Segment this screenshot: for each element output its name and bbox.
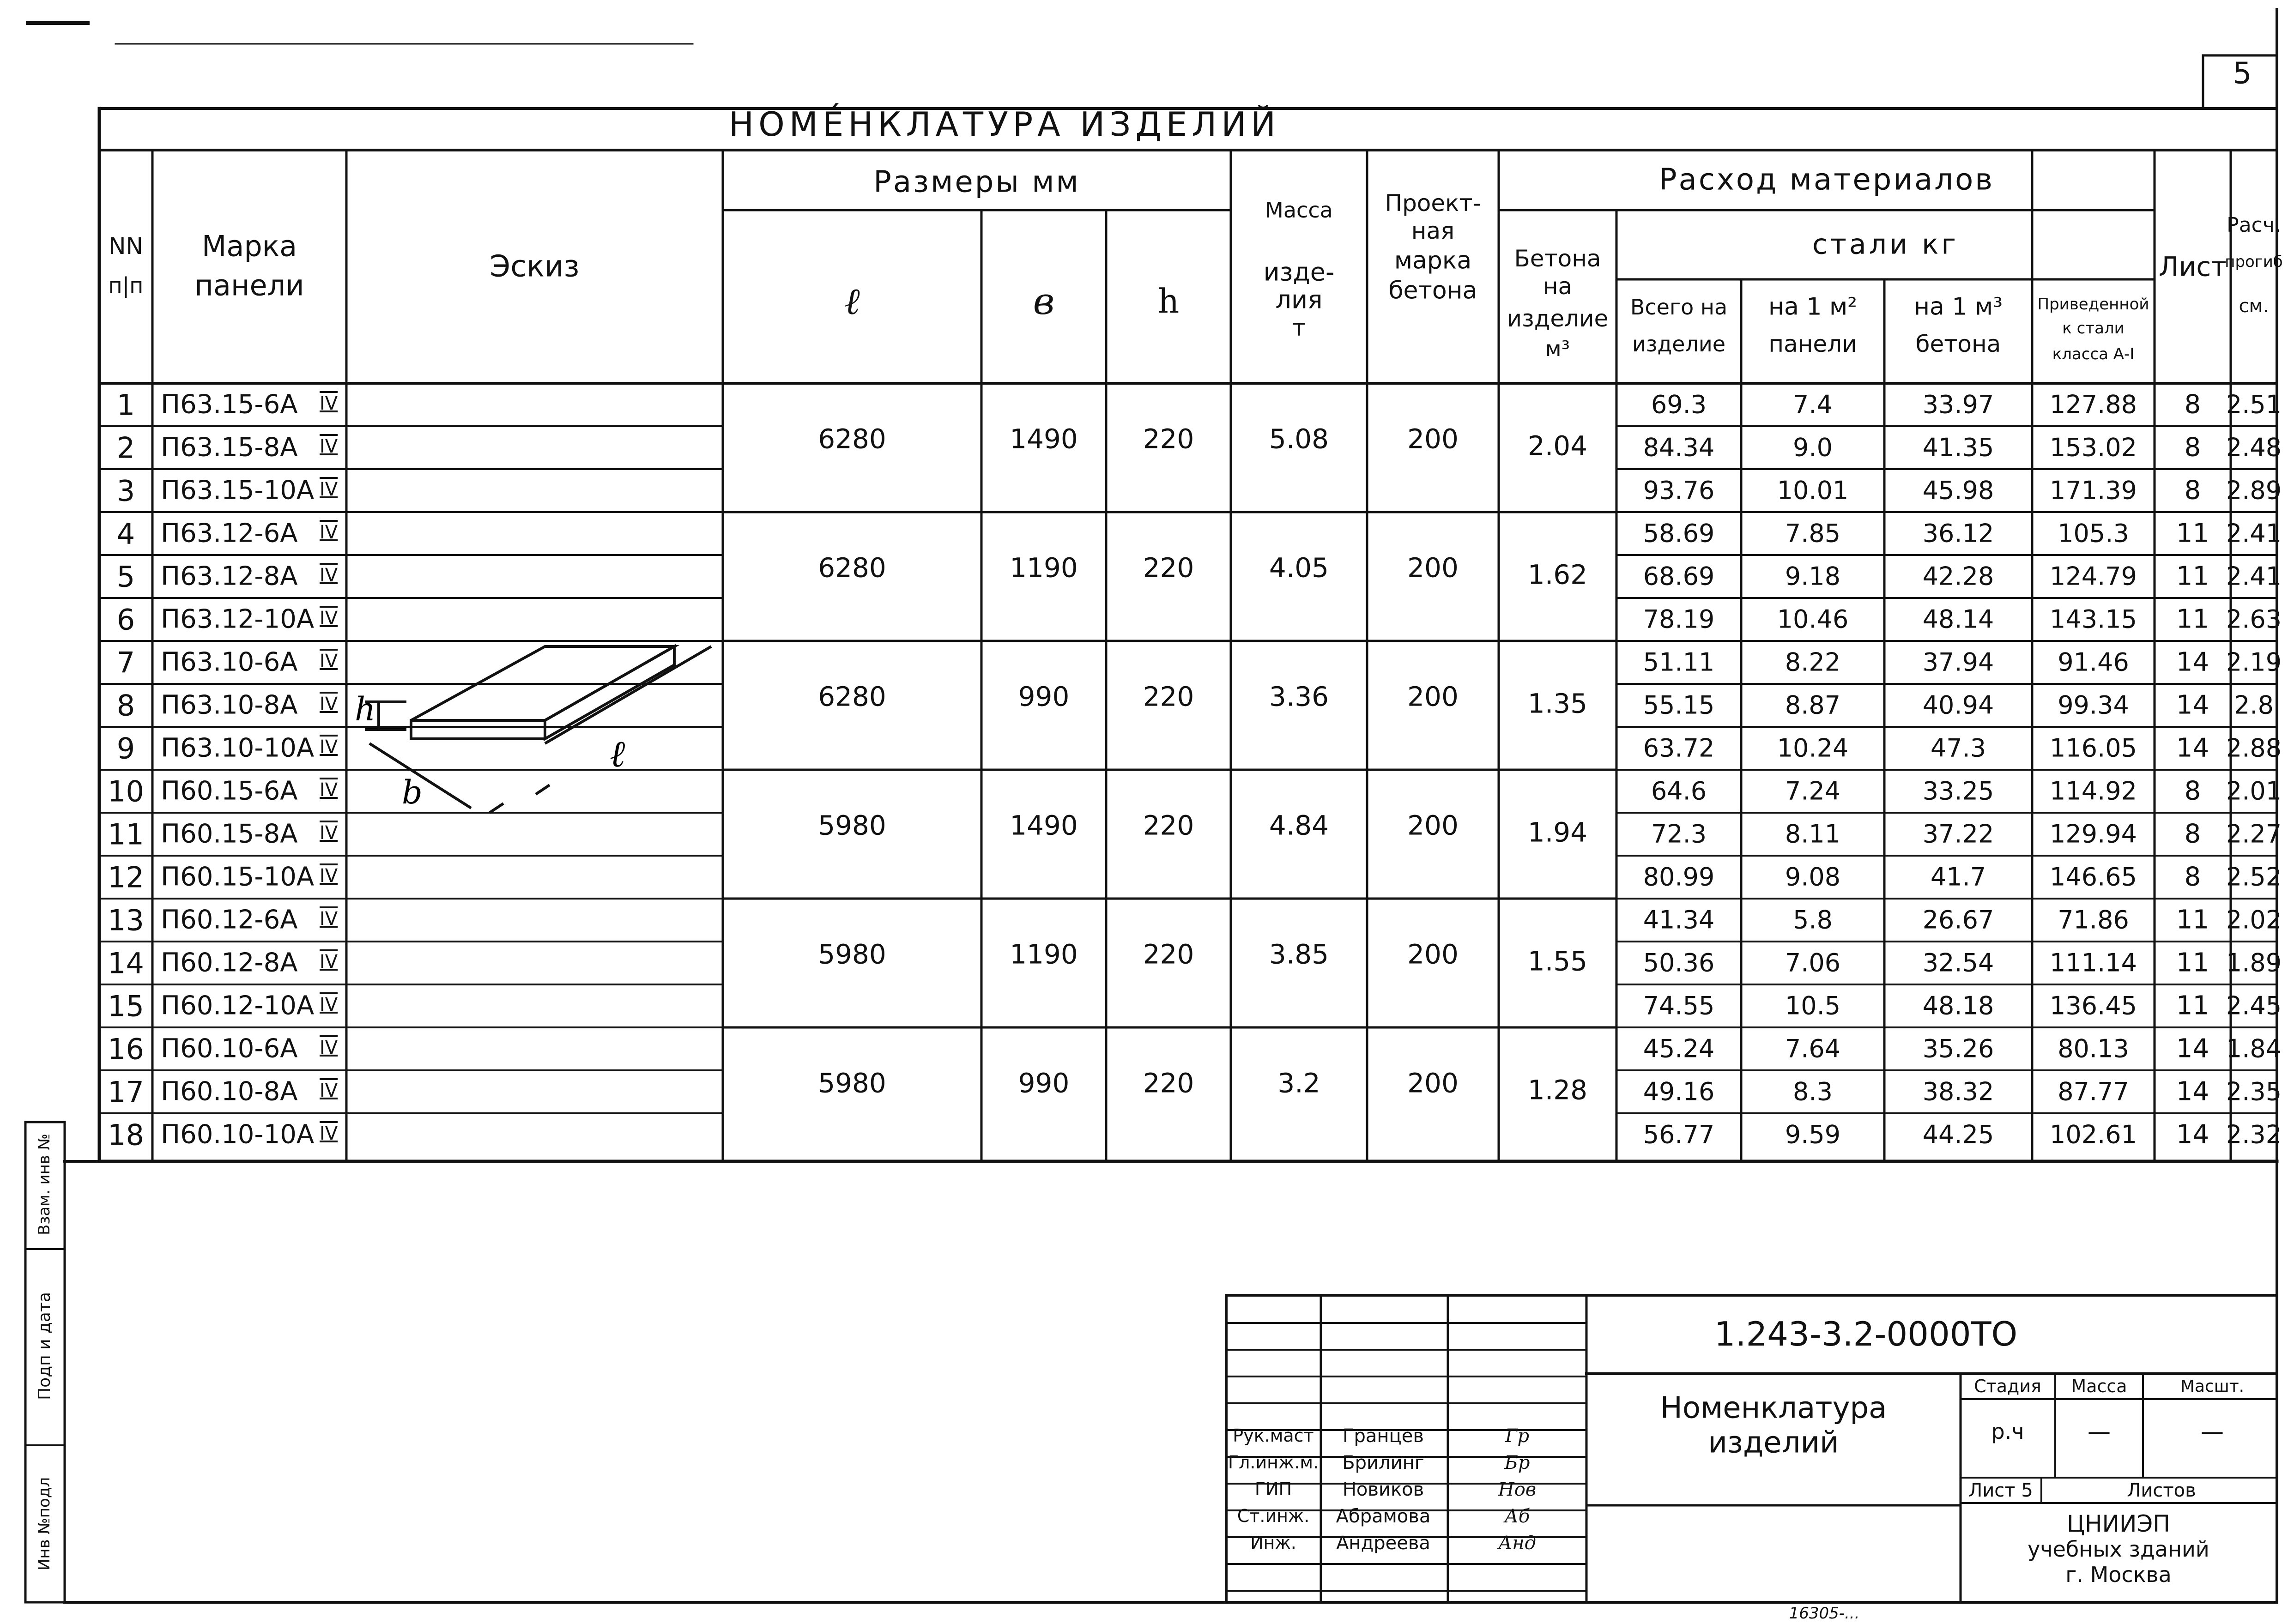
- row-steel-reduced: 105.3: [2058, 519, 2129, 548]
- header-calc-3: см.: [2239, 295, 2269, 317]
- group-mass: 3.85: [1269, 938, 1329, 970]
- group-grade: 200: [1407, 681, 1459, 712]
- row-mark: П60.12-8А: [161, 948, 298, 978]
- tb-role: Рук.маст: [1233, 1425, 1314, 1446]
- panel-side-face: [545, 646, 674, 739]
- row-steel-per-m2: 10.5: [1785, 991, 1841, 1020]
- group-height: 220: [1143, 552, 1194, 584]
- group-mass: 3.2: [1277, 1067, 1320, 1099]
- row-sheet: 8: [2184, 475, 2201, 506]
- row-deflection: 2.48: [2226, 433, 2282, 462]
- row-mark: П63.12-10А: [161, 604, 315, 634]
- header-mass-4: т: [1292, 314, 1306, 341]
- group-length: 5980: [818, 938, 886, 970]
- row-steel-per-m2: 8.22: [1785, 647, 1841, 677]
- group-width: 990: [1018, 681, 1070, 712]
- row-steel-reduced: 114.92: [2050, 776, 2137, 806]
- tb-name: Абрамова: [1336, 1506, 1431, 1527]
- group-width: 990: [1018, 1067, 1070, 1099]
- row-steel-total: 69.3: [1651, 390, 1707, 419]
- row-steel-per-m3: 40.94: [1922, 690, 1994, 720]
- header-m2-1: на 1 м²: [1768, 293, 1858, 321]
- row-steel-per-m2: 8.11: [1785, 819, 1841, 849]
- header-steel: стали кг: [1812, 228, 1959, 261]
- group-grade: 200: [1407, 809, 1459, 841]
- group-grade: 200: [1407, 552, 1459, 584]
- row-steel-total: 58.69: [1643, 519, 1715, 548]
- header-sketch: Эскиз: [490, 249, 580, 284]
- tb-name: Гранцев: [1343, 1425, 1424, 1447]
- row-steel-class: IV: [320, 951, 338, 972]
- row-steel-class: IV: [320, 607, 338, 629]
- row-mark: П60.15-6А: [161, 776, 298, 806]
- mass-label: Масса: [2071, 1376, 2127, 1397]
- row-steel-reduced: 127.88: [2050, 390, 2137, 419]
- row-steel-total: 80.99: [1643, 862, 1715, 892]
- row-sheet: 11: [2176, 518, 2209, 549]
- header-h: h: [1157, 281, 1180, 320]
- row-steel-per-m2: 5.8: [1793, 905, 1833, 935]
- header-nn: NN: [109, 232, 143, 260]
- row-mark: П60.15-8А: [161, 819, 298, 849]
- row-steel-reduced: 124.79: [2050, 561, 2137, 591]
- header-m2-2: панели: [1768, 330, 1857, 357]
- row-steel-per-m2: 7.64: [1785, 1034, 1841, 1063]
- header-pp: п|п: [108, 272, 144, 298]
- header-total-2: изделие: [1632, 331, 1726, 356]
- row-steel-total: 64.6: [1651, 776, 1707, 806]
- header-m3-1: на 1 м³: [1913, 293, 2003, 321]
- row-steel-per-m3: 32.54: [1922, 948, 1994, 978]
- row-steel-reduced: 146.65: [2050, 862, 2137, 892]
- header-sheet: Лист: [2159, 251, 2227, 283]
- row-sheet: 8: [2184, 776, 2201, 806]
- row-steel-reduced: 80.13: [2058, 1034, 2129, 1063]
- row-steel-class: IV: [320, 865, 338, 887]
- row-steel-class: IV: [320, 392, 338, 414]
- row-steel-total: 51.11: [1643, 647, 1715, 677]
- title-name-2: изделий: [1708, 1425, 1839, 1460]
- scale-value: —: [2201, 1418, 2224, 1445]
- row-deflection: 2.01: [2226, 776, 2282, 806]
- tb-signature: Гр: [1505, 1425, 1530, 1447]
- group-concrete: 1.94: [1527, 816, 1588, 848]
- sheet-number: 5: [2233, 56, 2252, 91]
- table-title: НОМЕ́НКЛАТУРА ИЗДЕЛИЙ: [728, 105, 1281, 144]
- row-steel-total: 84.34: [1643, 433, 1715, 462]
- header-grade-3: марка: [1394, 247, 1472, 275]
- row-steel-per-m2: 7.24: [1785, 776, 1841, 806]
- row-deflection: 2.41: [2226, 561, 2282, 591]
- row-number: 6: [116, 602, 135, 636]
- row-steel-class: IV: [320, 1037, 338, 1058]
- row-mark: П60.10-8А: [161, 1076, 298, 1107]
- header-concrete-4: м³: [1545, 336, 1570, 361]
- header-concrete-3: изделие: [1507, 305, 1609, 332]
- row-sheet: 14: [2176, 1033, 2209, 1064]
- header-mass-3: лия: [1275, 285, 1323, 314]
- row-number: 4: [116, 516, 135, 550]
- group-mass: 3.36: [1269, 681, 1329, 712]
- row-number: 3: [116, 473, 135, 507]
- row-steel-per-m3: 45.98: [1922, 476, 1994, 505]
- panel-sketch: [351, 591, 739, 831]
- row-steel-per-m3: 48.18: [1922, 991, 1994, 1020]
- sheets-label: Листов: [2127, 1480, 2196, 1501]
- row-sheet: 11: [2176, 948, 2209, 978]
- header-grade-2: ная: [1411, 217, 1455, 244]
- row-sheet: 11: [2176, 561, 2209, 592]
- sheet-label: Лист 5: [1968, 1480, 2033, 1501]
- row-steel-total: 93.76: [1643, 476, 1715, 505]
- row-steel-total: 74.55: [1643, 991, 1715, 1020]
- row-steel-reduced: 116.05: [2050, 733, 2137, 763]
- row-mark: П63.12-6А: [161, 518, 298, 549]
- row-steel-per-m2: 9.18: [1785, 561, 1841, 591]
- row-deflection: 2.02: [2226, 905, 2282, 935]
- row-number: 15: [108, 989, 144, 1023]
- row-steel-class: IV: [320, 779, 338, 801]
- drawing-code: 1.243-3.2-0000ТО: [1714, 1315, 2018, 1354]
- row-sheet: 14: [2176, 690, 2209, 720]
- dim-l-line: [545, 646, 711, 743]
- header-concrete-2: на: [1543, 272, 1573, 300]
- row-deflection: 2.8: [2234, 690, 2274, 720]
- row-steel-per-m2: 7.06: [1785, 948, 1841, 978]
- row-steel-reduced: 143.15: [2050, 604, 2137, 634]
- row-number: 5: [116, 559, 135, 593]
- row-steel-class: IV: [320, 1123, 338, 1144]
- row-steel-class: IV: [320, 435, 338, 457]
- header-red-3: класса А-I: [2052, 345, 2135, 364]
- row-mark: П60.10-6А: [161, 1033, 298, 1064]
- title-name-1: Номенклатура: [1660, 1391, 1887, 1425]
- row-number: 16: [108, 1032, 144, 1066]
- group-grade: 200: [1407, 1067, 1459, 1099]
- row-steel-per-m3: 37.94: [1922, 647, 1994, 677]
- row-sheet: 8: [2184, 389, 2201, 420]
- row-deflection: 2.63: [2226, 604, 2282, 634]
- row-number: 1: [116, 387, 135, 422]
- header-b: в: [1033, 279, 1055, 323]
- row-number: 18: [108, 1117, 144, 1152]
- group-concrete: 1.62: [1527, 559, 1588, 591]
- group-height: 220: [1143, 1067, 1194, 1099]
- header-sizes: Размеры мм: [873, 165, 1080, 199]
- row-steel-total: 45.24: [1643, 1034, 1715, 1063]
- row-steel-per-m3: 36.12: [1922, 519, 1994, 548]
- row-sheet: 14: [2176, 1076, 2209, 1107]
- row-steel-per-m3: 41.7: [1930, 862, 1986, 892]
- tb-signature: Аб: [1504, 1506, 1530, 1527]
- row-steel-per-m2: 7.4: [1793, 390, 1833, 419]
- row-steel-per-m3: 47.3: [1930, 733, 1986, 763]
- header-red-1: Приведенной: [2037, 295, 2149, 314]
- row-steel-total: 55.15: [1643, 690, 1715, 720]
- row-steel-per-m3: 44.25: [1922, 1120, 1994, 1149]
- row-steel-per-m3: 48.14: [1922, 604, 1994, 634]
- row-number: 2: [116, 430, 135, 465]
- row-deflection: 2.89: [2226, 476, 2282, 505]
- row-mark: П60.10-10А: [161, 1119, 315, 1150]
- row-deflection: 2.35: [2226, 1077, 2282, 1106]
- sketch-label-b: b: [402, 773, 423, 811]
- panel-top-face: [411, 646, 674, 720]
- row-steel-reduced: 71.86: [2058, 905, 2129, 935]
- tb-signature: Бр: [1504, 1452, 1530, 1473]
- header-total-1: Всего на: [1630, 294, 1728, 320]
- tb-signature: Анд: [1498, 1533, 1536, 1554]
- tb-name: Андреева: [1336, 1533, 1430, 1554]
- stamp-sign-date: Подп и дата: [35, 1292, 54, 1400]
- tb-name: Брилинг: [1342, 1452, 1424, 1473]
- tb-role: Инж.: [1250, 1533, 1296, 1553]
- row-steel-reduced: 136.45: [2050, 991, 2137, 1020]
- tb-name: Новиков: [1342, 1479, 1424, 1500]
- header-grade-1: Проект-: [1385, 189, 1481, 217]
- bottom-note: 16305-...: [1789, 1604, 1860, 1623]
- group-height: 220: [1143, 681, 1194, 712]
- row-steel-per-m3: 38.32: [1922, 1077, 1994, 1106]
- row-number: 17: [108, 1075, 144, 1109]
- row-steel-class: IV: [320, 822, 338, 844]
- group-height: 220: [1143, 809, 1194, 841]
- row-number: 14: [108, 946, 144, 980]
- row-steel-per-m3: 33.25: [1922, 776, 1994, 806]
- row-steel-per-m2: 8.3: [1793, 1077, 1833, 1106]
- org-name-1: ЦНИИЭП: [2067, 1510, 2170, 1537]
- header-mass-2: изде-: [1263, 257, 1335, 287]
- row-number: 11: [108, 817, 144, 851]
- row-deflection: 2.19: [2226, 647, 2282, 677]
- group-concrete: 1.35: [1527, 688, 1588, 719]
- row-steel-per-m3: 41.35: [1922, 433, 1994, 462]
- row-mark: П63.15-8А: [161, 432, 298, 463]
- header-mass-1: Масса: [1265, 197, 1333, 223]
- group-width: 1190: [1010, 552, 1078, 584]
- row-mark: П63.10-10А: [161, 733, 315, 763]
- row-sheet: 14: [2176, 1119, 2209, 1150]
- sketch-label-l: ℓ: [610, 732, 625, 775]
- group-mass: 4.05: [1269, 552, 1329, 584]
- row-sheet: 11: [2176, 990, 2209, 1021]
- group-mass: 4.84: [1269, 809, 1329, 841]
- tb-signature: Нов: [1498, 1479, 1537, 1500]
- row-steel-total: 68.69: [1643, 561, 1715, 591]
- row-sheet: 14: [2176, 647, 2209, 677]
- group-length: 6280: [818, 423, 886, 455]
- row-steel-total: 56.77: [1643, 1120, 1715, 1149]
- row-sheet: 14: [2176, 733, 2209, 763]
- org-name-3: г. Москва: [2065, 1562, 2172, 1587]
- group-length: 5980: [818, 1067, 886, 1099]
- tb-role: Гл.инж.м.: [1228, 1452, 1319, 1473]
- row-steel-reduced: 171.39: [2050, 476, 2137, 505]
- row-steel-class: IV: [320, 693, 338, 715]
- group-concrete: 2.04: [1527, 430, 1588, 462]
- row-steel-per-m2: 8.87: [1785, 690, 1841, 720]
- header-m3-2: бетона: [1915, 330, 2001, 357]
- row-steel-total: 41.34: [1643, 905, 1715, 935]
- row-sheet: 8: [2184, 862, 2201, 892]
- header-mark-2: панели: [194, 268, 304, 302]
- row-number: 7: [116, 645, 135, 679]
- row-steel-per-m3: 26.67: [1922, 905, 1994, 935]
- row-mark: П60.12-10А: [161, 990, 315, 1021]
- row-sheet: 11: [2176, 905, 2209, 935]
- row-steel-per-m2: 10.24: [1777, 733, 1849, 763]
- row-steel-per-m2: 10.01: [1777, 476, 1849, 505]
- tb-role: ГИП: [1254, 1479, 1292, 1500]
- row-steel-reduced: 153.02: [2050, 433, 2137, 462]
- row-steel-per-m3: 35.26: [1922, 1034, 1994, 1063]
- stamp-inv-orig: Инв №подл: [35, 1477, 54, 1571]
- row-steel-per-m3: 33.97: [1922, 390, 1994, 419]
- row-number: 10: [108, 774, 144, 808]
- row-mark: П63.12-8А: [161, 561, 298, 592]
- row-number: 12: [108, 860, 144, 894]
- row-steel-per-m2: 9.08: [1785, 862, 1841, 892]
- row-mark: П63.15-6А: [161, 389, 298, 420]
- row-mark: П60.12-6А: [161, 905, 298, 935]
- row-steel-total: 78.19: [1643, 604, 1715, 634]
- org-name-2: учебных зданий: [2028, 1536, 2209, 1562]
- row-sheet: 8: [2184, 819, 2201, 849]
- group-height: 220: [1143, 938, 1194, 970]
- row-deflection: 2.45: [2226, 991, 2282, 1020]
- row-steel-per-m3: 37.22: [1922, 819, 1994, 849]
- header-consumption: Расход материалов: [1659, 163, 1994, 197]
- header-calc-1: Расч.: [2227, 213, 2281, 237]
- row-deflection: 2.88: [2226, 733, 2282, 763]
- row-steel-per-m3: 42.28: [1922, 561, 1994, 591]
- row-steel-per-m2: 9.59: [1785, 1120, 1841, 1149]
- header-grade-4: бетона: [1388, 277, 1477, 305]
- header-mark-1: Марка: [201, 229, 297, 263]
- row-steel-per-m2: 9.0: [1793, 433, 1833, 462]
- row-steel-class: IV: [320, 994, 338, 1015]
- group-length: 6280: [818, 552, 886, 584]
- group-width: 1190: [1010, 938, 1078, 970]
- row-mark: П63.10-8А: [161, 690, 298, 720]
- stamp-inv-sub: Взам. инв №: [35, 1133, 54, 1236]
- stage-value: р.ч: [1991, 1419, 2024, 1444]
- row-steel-reduced: 91.46: [2058, 647, 2129, 677]
- row-steel-reduced: 111.14: [2050, 948, 2137, 978]
- row-steel-per-m2: 7.85: [1785, 519, 1841, 548]
- group-concrete: 1.55: [1527, 945, 1588, 977]
- header-l: ℓ: [844, 279, 860, 323]
- group-concrete: 1.28: [1527, 1074, 1588, 1106]
- header-red-2: к стали: [2062, 319, 2125, 338]
- group-grade: 200: [1407, 938, 1459, 970]
- row-steel-class: IV: [320, 478, 338, 500]
- row-steel-class: IV: [320, 908, 338, 930]
- mass-value: —: [2088, 1418, 2111, 1445]
- group-length: 5980: [818, 809, 886, 841]
- row-steel-reduced: 87.77: [2058, 1077, 2129, 1106]
- row-number: 13: [108, 903, 144, 937]
- row-steel-total: 63.72: [1643, 733, 1715, 763]
- panel-front-face: [411, 720, 545, 739]
- group-height: 220: [1143, 423, 1194, 455]
- row-mark: П60.15-10А: [161, 862, 315, 892]
- group-grade: 200: [1407, 423, 1459, 455]
- row-sheet: 11: [2176, 604, 2209, 634]
- row-steel-class: IV: [320, 1080, 338, 1101]
- row-deflection: 2.52: [2226, 862, 2282, 892]
- row-number: 8: [116, 688, 135, 722]
- tb-role: Ст.инж.: [1237, 1506, 1310, 1527]
- stage-label: Стадия: [1974, 1376, 2041, 1397]
- row-steel-class: IV: [320, 521, 338, 543]
- scale-label: Масшт.: [2180, 1377, 2245, 1396]
- row-steel-total: 50.36: [1643, 948, 1715, 978]
- row-mark: П63.15-10А: [161, 475, 315, 506]
- row-deflection: 2.32: [2226, 1120, 2282, 1149]
- row-steel-class: IV: [320, 736, 338, 758]
- row-steel-reduced: 99.34: [2058, 690, 2129, 720]
- group-mass: 5.08: [1269, 423, 1329, 455]
- row-steel-class: IV: [320, 564, 338, 586]
- row-steel-total: 49.16: [1643, 1077, 1715, 1106]
- group-width: 1490: [1010, 809, 1078, 841]
- sketch-label-h: h: [355, 690, 376, 728]
- header-calc-2: прогиб: [2225, 252, 2283, 271]
- row-mark: П63.10-6А: [161, 647, 298, 677]
- row-deflection: 1.84: [2226, 1034, 2282, 1063]
- row-deflection: 1.89: [2226, 948, 2282, 978]
- row-steel-total: 72.3: [1651, 819, 1707, 849]
- group-length: 6280: [818, 681, 886, 712]
- row-deflection: 2.41: [2226, 519, 2282, 548]
- row-sheet: 8: [2184, 432, 2201, 463]
- row-steel-class: IV: [320, 650, 338, 672]
- row-deflection: 2.27: [2226, 819, 2282, 849]
- row-steel-reduced: 129.94: [2050, 819, 2137, 849]
- header-concrete-1: Бетона: [1514, 245, 1601, 272]
- row-number: 9: [116, 731, 135, 765]
- row-steel-reduced: 102.61: [2050, 1120, 2137, 1149]
- row-deflection: 2.51: [2226, 390, 2282, 419]
- group-width: 1490: [1010, 423, 1078, 455]
- row-steel-per-m2: 10.46: [1777, 604, 1849, 634]
